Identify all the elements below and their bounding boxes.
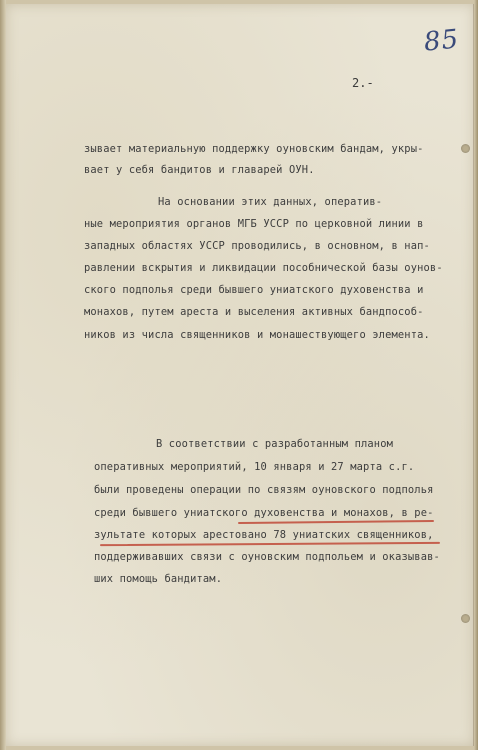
paragraph2-line: равлении вскрытия и ликвидации пособнической базы оунов- — [84, 262, 443, 274]
paper-edge-right — [474, 0, 478, 750]
paragraph2-line: ные мероприятия органов МГБ УССР по церковной линии в — [84, 218, 424, 230]
punch-hole-bottom — [461, 614, 470, 623]
paragraph2-line: западных областях УССР проводились, в основном, в нап- — [84, 240, 430, 252]
paragraph1-line: зывает материальную поддержку оуновским бандам, укры- — [84, 143, 424, 155]
paragraph2-line: На основании этих данных, оператив- — [158, 196, 383, 208]
paragraph1-line: вает у себя бандитов и главарей ОУН. — [84, 164, 315, 176]
page-number: 2.- — [352, 76, 374, 90]
paragraph3-line: ших помощь бандитам. — [94, 573, 223, 585]
handwritten-folio-number: 85 — [422, 24, 461, 58]
paragraph3-line: оперативных мероприятий, 10 января и 27 марта с.г. — [94, 461, 415, 473]
paragraph3-line: В соответствии с разработанным планом — [156, 438, 394, 450]
punch-hole-top — [461, 144, 470, 153]
paragraph3-line: поддерживавших связи с оуновским подпольем и оказывав- — [94, 551, 440, 563]
paragraph2-line: ского подполья среди бывшего униатского духовенства и — [84, 284, 424, 296]
paragraph2-line: монахов, путем ареста и выселения активных бандпособ- — [84, 306, 424, 318]
paragraph3-line: среди бывшего униатского духовенства и монахов, в ре- — [94, 507, 434, 519]
paragraph3-line-underlined: зультате которых арестовано 78 униатских священников, — [94, 529, 434, 541]
document-page — [6, 4, 474, 746]
page-fold-line — [473, 4, 474, 746]
paragraph2-line: ников из числа священников и монашествующего элемента. — [84, 329, 430, 341]
paragraph3-line: были проведены операции по связям оуновского подполья — [94, 484, 434, 496]
